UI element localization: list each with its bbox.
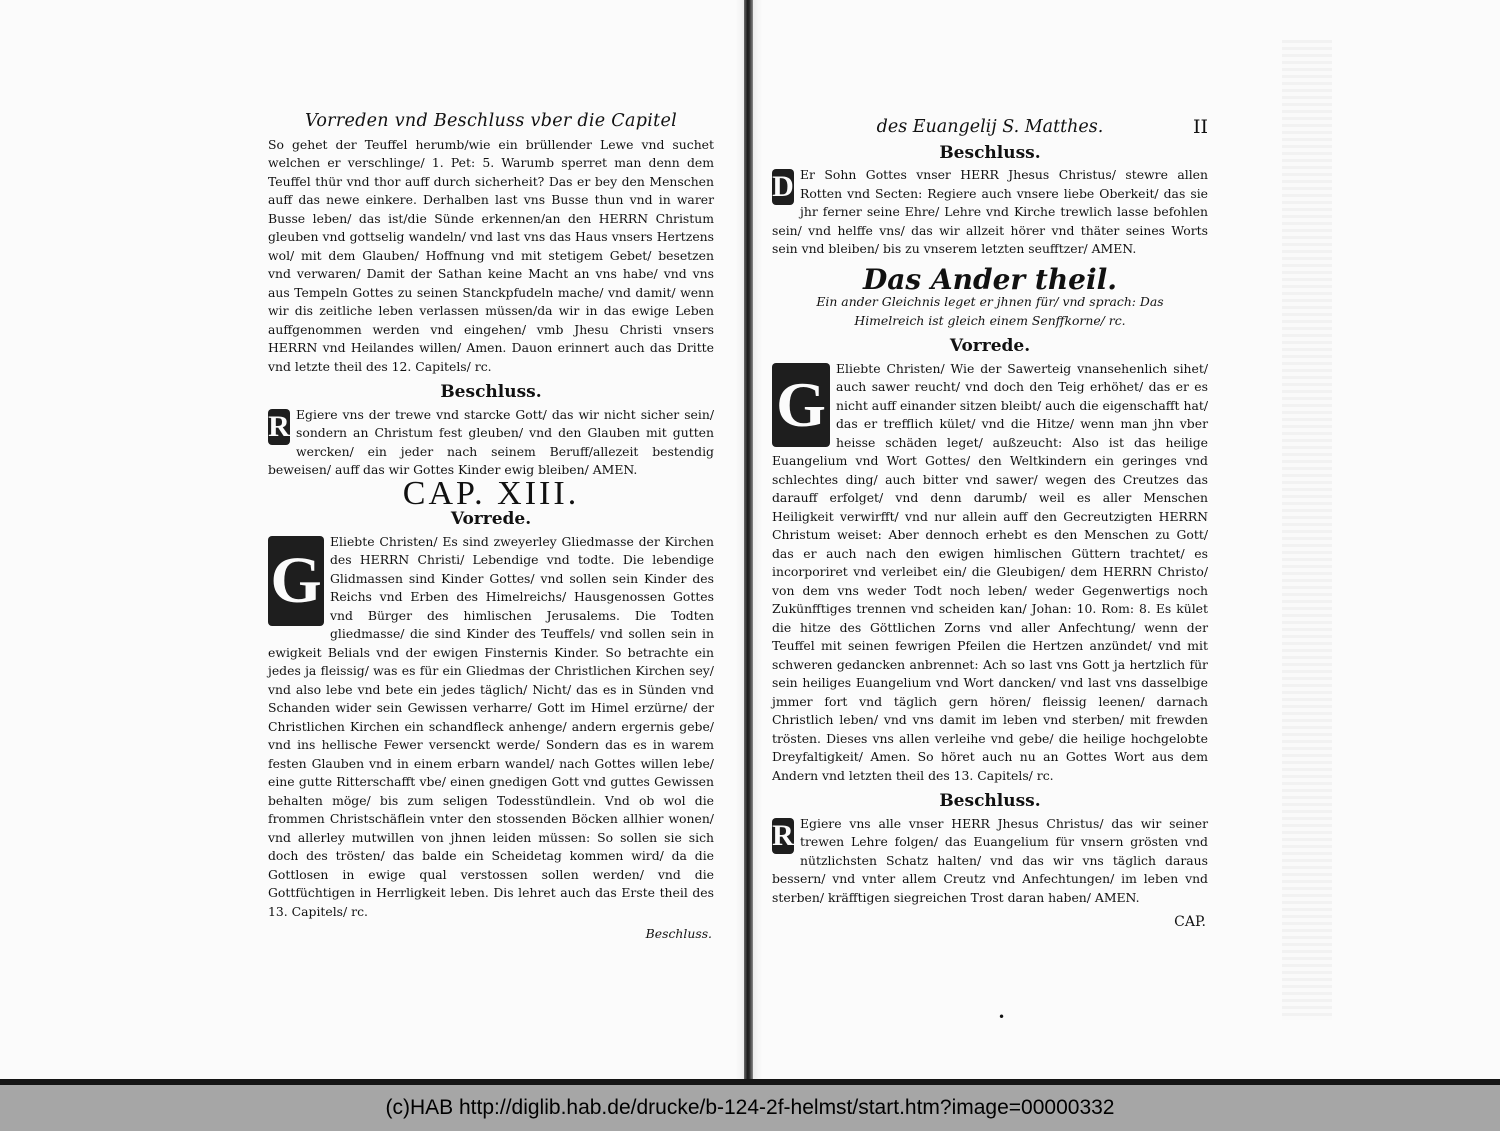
beschluss-text: Er Sohn Gottes vnser HERR Jhesus Christus/ stewre allen Rotten vnd Secten: Regiere auch vnsere liebe Oberkeit/ das sie jhr ferner seine Ehre/ Lehre vnd Kirche trewlich lasse befohlen sein/ vnd helffe vns/ das wir allzeit hörer vnd thäter seines Worts sein vnd bleiben/ bis zu vnserem letzten seufftzer/ AMEN.: [772, 167, 1208, 256]
vorrede-paragraph: [268, 533, 714, 922]
ink-speck: •: [998, 1010, 1006, 1024]
page-edge-texture: [1282, 40, 1332, 1020]
beschluss-paragraph-2: [772, 815, 1208, 908]
beschluss-heading: Beschluss.: [440, 382, 542, 402]
left-page: [268, 112, 714, 944]
beschluss-paragraph: [268, 406, 714, 480]
catchword-right: CAP.: [1174, 914, 1206, 930]
vorrede-text: Eliebte Christen/ Wie der Sawerteig vnansehenlich sihet/ auch sawer reucht/ vnd doch den Teig erhöhet/ das er es nicht auff einander sitzen bleibt/ auch die eigenschafft hat/ das er trefflich kület/ vnd die Hitze/ wenn man jhn vber heisse schäden leget/ außzeucht: Also ist das heilige Euangelium vnd Wort Gottes/ den Weltkindern ein geringes vnd schlechtes ding/ auch bitter vnd sawer/ wegen des Creutzes das darauff erfolget/ vnd denn darumb/ weil es aller Menschen Heiligkeit verwirfft/ vnd nur allein auff den Gecreutzigten HERRN Christum weiset: Aber dennoch erhebt es den Menschen zu Gott/ das er auch nach den ewigen himlischen Güttern trachtet/ es incorporiret vnd verleibet ein/ die Gleubigen/ dem HERRN Christo/ von dem vns weder Todt noch leben/ weder Gegenwertigs noch Zukünfftiges trennen vnd scheiden kan/ Johan: 10. Rom: 8. Es kület die hitze des Göttlichen Zorns vnd aller Anfechtung/ wenn der Teuffel mit seinen fewrigen Pfeilen die Hertzen anzündet/ vnd mit schweren gedancken anbrennet: Ach so last vns Gott ja hertzlich für sein heiliges Euangelium vnd Wort dancken/ vnd last vns dasselbige jmmer fort vnd täglich gern hören/ fleissig leenen/ darnach Christlich leben/ vnd vns damit im leben vnd sterben/ mit frewden trösten. Dieses vns allen verleihe vnd gebe/ die heilige hochgelobte Dreyfaltigkeit/ Amen. So höret auch nu an Gottes Wort aus dem Andern vnd letzten theil des 13. Capitels/ rc.: [772, 360, 1208, 783]
beschluss-text: Egiere vns der trewe vnd starcke Gott/ das wir nicht sicher sein/ sondern an Christum fest gleuben/ vnd den Glauben mit gutten wercken/ ein jeder nach seinem Beruff/allezeit bestendig beweisen/ auff das wir Gottes Kinder ewig bleiben/ AMEN.: [268, 406, 714, 477]
beschluss-heading: Beschluss.: [939, 142, 1041, 163]
vorrede-heading: Vorrede.: [450, 509, 532, 529]
running-head-right-row: [772, 118, 1208, 137]
running-head-right: des Euangelij S. Matthes.: [876, 117, 1104, 137]
chapter-heading: CAP. XIII.: [402, 474, 580, 512]
right-page: [772, 118, 1208, 932]
ornamental-initial: G: [268, 536, 324, 626]
vorrede-paragraph: [772, 360, 1208, 786]
vorrede-text: Eliebte Christen/ Es sind zweyerley Gliedmasse der Kirchen des HERRN Christi/ Lebendige vnd todte. Die lebendige Glidmassen sind Kinder Gottes/ vnd sollen sein Kinder des Reichs vnd Erben des Himelreichs/ Hausgenossen Gottes vnd Bürger des himlischen Jerusalems. Die Todten gliedmasse/ die sind Kinder des Teuffels/ vnd sollen sein in ewigkeit Belials vnd der ewigen Finsternis Kinder. So betrachte ein jedes ja fleissig/ was es für ein Gliedmas der Christlichen Kirchen sey/ vnd also lebe vnd bete ein jedes täglich/ Nicht/ das es in Sünden vnd Schanden wider sein Gewissen verharre/ Gott im Himel erzürne/ der Christlichen Kirchen ein schandfleck anhenge/ andern ergernis gebe/ vnd ins hellische Fewer versenckt werde/ Sondern das es in warem festen Glauben vnd in einem erbarn wandel/ nach Gottes willen lebe/ eine gutte Ritterschafft vbe/ einen gnedigen Gott vnd guttes Gewissen behalten möge/ bis zum seligen Todesstündlein. Vnd ob wol die frommen Christschäflein vnter den stossenden Böcken allhier wonen/ vnd allerley mutwillen von jhnen leiden müssen: So sollen sie sich doch des trösten/ das balde ein Scheidetag kommen wird/ da die Gottlosen in ewige qual verstossen sollen werden/ vnd die Gottfüchtigen in Herrligkeit leben. Dis lehret auch das Erste theil des 13. Capitels/ rc.: [268, 533, 714, 919]
running-head-left: Vorreden vnd Beschluss vber die Capitel: [304, 111, 678, 131]
drop-initial: D: [772, 170, 794, 203]
beschluss-heading-2: Beschluss.: [939, 791, 1041, 811]
ornamental-initial: G: [772, 363, 830, 447]
chapter-summary: Ein ander Gleichnis leget er jhnen für/ vnd sprach: Das Himelreich ist gleich einem Senffkorne/ rc.: [816, 294, 1164, 328]
intro-paragraph: So gehet der Teuffel herumb/wie ein brüllender Lewe vnd suchet welchen er verschlinge/ 1. Pet: 5. Warumb sperret man denn dem Teuffel thür vnd thor auff durch sicherheit? Das er bey den Menschen auff das newe einkere. Derhalben last vns Busse thun vnd in warer Busse leben/ das ist/die Sünde erkennen/an den HERRN Christum gleuben vnd gottselig wandeln/ vnd last vns das Haus vnsers Hertzens wol/ mit dem Glauben/ Hoffnung vnd mit stetigem Gebet/ besetzen vnd verwaren/ Damit der Sathan keine Macht an vns habe/ vnd vns aus Tempeln Gottes zu seinen Stanckpfudeln mache/ vnd damit/ wenn wir dis zeitliche leben verlassen müssen/da wir in das ewige Leben auffgenommen werden vnd eingehen/ vmb Jhesu Christi vnsers HERRN vnd Heilandes willen/ Amen. Dauon erinnert auch das Dritte vnd letzte theil des 12. Capitels/ rc.: [268, 136, 714, 374]
copyright-footer: (c)HAB http://diglib.hab.de/drucke/b-124-2f-helmst/start.htm?image=00000332: [0, 1085, 1500, 1131]
book-gutter: [744, 0, 753, 1085]
vorrede-heading: Vorrede.: [949, 336, 1031, 356]
beschluss-text-2: Egiere vns alle vnser HERR Jhesus Christus/ das wir seiner trewen Lehre folgen/ das Euangelium für vnsern grösten vnd nützlichsten Schatz halten/ vnd das wir vns täglich daraus bessern/ vnd vnter allem Creutz vnd Anfechtungen/ im leben vnd sterben/ kräfftigen siegreichen Trost daran haben/ AMEN.: [772, 815, 1208, 905]
drop-initial: R: [268, 409, 290, 443]
part-heading: Das Ander theil.: [862, 262, 1118, 296]
drop-initial: R: [772, 818, 794, 852]
folio-number: II: [1192, 116, 1208, 138]
beschluss-paragraph: [772, 166, 1208, 259]
catchword-left: Beschluss.: [645, 926, 712, 941]
